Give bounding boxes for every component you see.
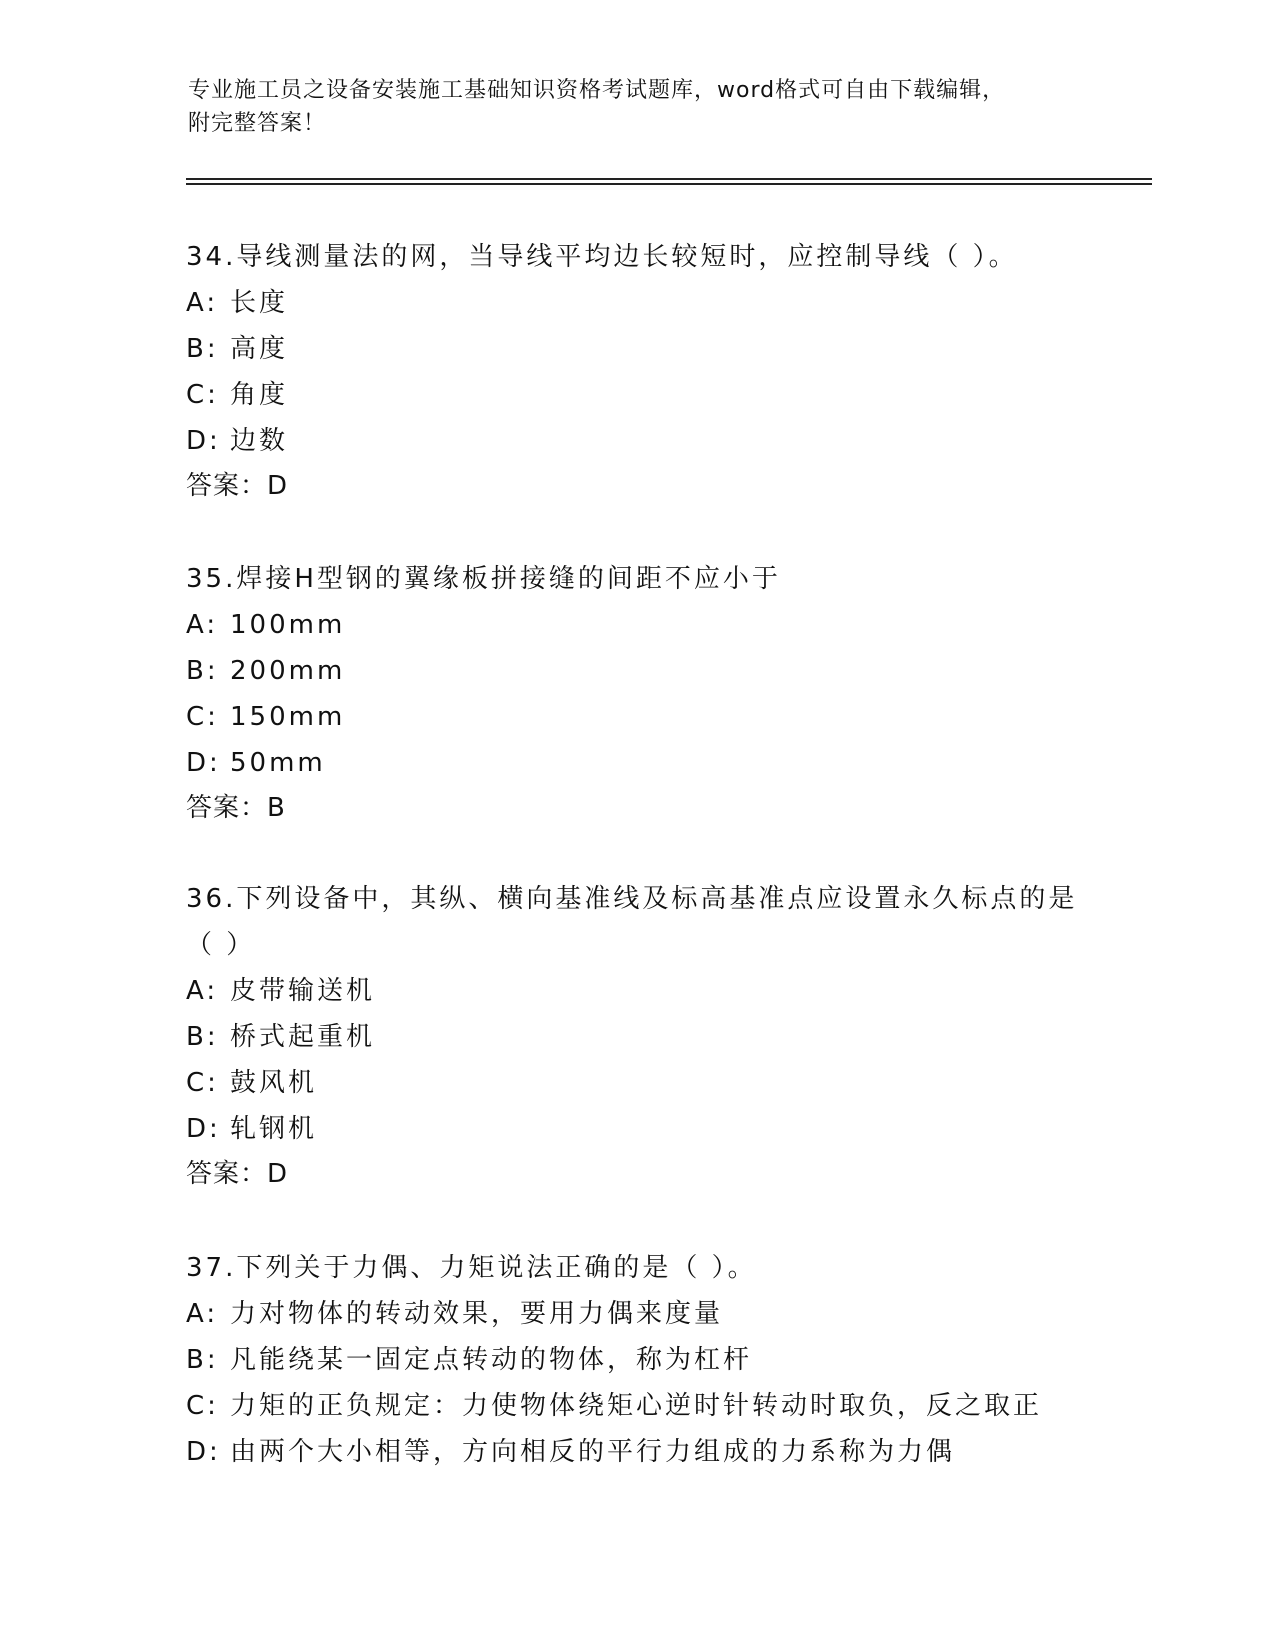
option-letter: B: xyxy=(186,1022,219,1052)
option-text: 皮带输送机 xyxy=(230,976,376,1006)
option-text: 力对物体的转动效果，要用力偶来度量 xyxy=(230,1299,724,1329)
option-c xyxy=(186,1060,1086,1106)
option-d xyxy=(186,418,1086,464)
answer-line: 答案：D xyxy=(186,471,289,501)
option-letter: C: xyxy=(186,380,219,410)
question-37 xyxy=(186,1245,1086,1475)
document-header xyxy=(188,74,1088,140)
option-letter: D: xyxy=(186,426,221,456)
option-text: 高度 xyxy=(230,334,289,364)
option-text: 凡能绕某一固定点转动的物体，称为杠杆 xyxy=(230,1345,753,1375)
option-letter: C: xyxy=(186,702,219,732)
question-stem: 36.下列设备中，其纵、横向基准线及标高基准点应设置永久标点的是 xyxy=(186,884,1078,914)
question-stem: 37.下列关于力偶、力矩说法正确的是（ ）。 xyxy=(186,1253,757,1283)
option-c xyxy=(186,372,1086,418)
option-letter: D: xyxy=(186,748,221,778)
option-a xyxy=(186,1291,1086,1337)
header-divider-top xyxy=(186,178,1152,180)
option-letter: B: xyxy=(186,1345,219,1375)
question-stem: 35.焊接H型钢的翼缘板拼接缝的间距不应小于 xyxy=(186,564,781,594)
option-letter: B: xyxy=(186,656,219,686)
question-36 xyxy=(186,876,1086,1196)
option-text: 鼓风机 xyxy=(230,1068,318,1098)
option-b xyxy=(186,1337,1086,1383)
question-stem-continued: （ ） xyxy=(186,930,256,960)
answer-line: 答案：D xyxy=(186,1159,289,1189)
option-c xyxy=(186,1383,1086,1429)
option-text: 边数 xyxy=(230,426,289,456)
option-text: 100mm xyxy=(230,610,346,640)
option-letter: A: xyxy=(186,1299,219,1329)
option-d xyxy=(186,1429,1086,1475)
option-b xyxy=(186,648,1086,694)
option-text: 50mm xyxy=(230,748,326,778)
option-text: 角度 xyxy=(230,380,289,410)
header-line-1: 专业施工员之设备安装施工基础知识资格考试题库，word格式可自由下载编辑， xyxy=(188,78,1006,103)
option-letter: A: xyxy=(186,288,219,318)
option-b xyxy=(186,326,1086,372)
option-letter: D: xyxy=(186,1437,221,1467)
option-text: 力矩的正负规定：力使物体绕矩心逆时针转动时取负，反之取正 xyxy=(230,1391,1043,1421)
option-text: 轧钢机 xyxy=(230,1114,318,1144)
option-letter: A: xyxy=(186,976,219,1006)
option-b xyxy=(186,1014,1086,1060)
option-letter: D: xyxy=(186,1114,221,1144)
option-d xyxy=(186,740,1086,786)
option-text: 桥式起重机 xyxy=(230,1022,376,1052)
option-letter: A: xyxy=(186,610,219,640)
option-d xyxy=(186,1106,1086,1152)
option-letter: C: xyxy=(186,1391,219,1421)
option-text: 长度 xyxy=(230,288,289,318)
option-c xyxy=(186,694,1086,740)
header-line-2: 附完整答案！ xyxy=(188,111,327,136)
question-35 xyxy=(186,556,1086,830)
option-text: 200mm xyxy=(230,656,346,686)
question-34 xyxy=(186,234,1086,508)
option-a xyxy=(186,968,1086,1014)
option-text: 由两个大小相等，方向相反的平行力组成的力系称为力偶 xyxy=(230,1437,956,1467)
header-divider-bottom xyxy=(186,183,1152,185)
option-a xyxy=(186,602,1086,648)
option-letter: B: xyxy=(186,334,219,364)
answer-line: 答案：B xyxy=(186,793,286,823)
question-stem: 34.导线测量法的网，当导线平均边长较短时，应控制导线（ ）。 xyxy=(186,242,1018,272)
option-a xyxy=(186,280,1086,326)
option-text: 150mm xyxy=(230,702,346,732)
option-letter: C: xyxy=(186,1068,219,1098)
